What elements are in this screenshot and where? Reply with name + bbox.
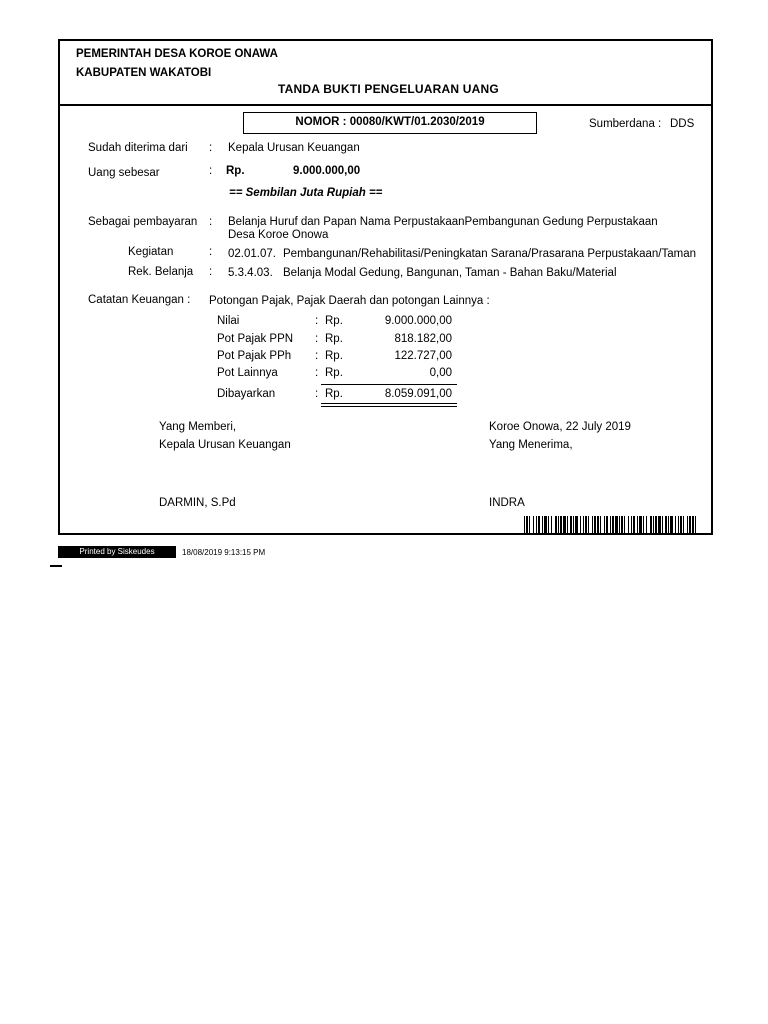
colon: : bbox=[315, 315, 319, 327]
received-from-value: Kepala Urusan Keuangan bbox=[228, 142, 360, 154]
dibayarkan-currency: Rp. bbox=[325, 388, 343, 400]
document-title: TANDA BUKTI PENGELUARAN UANG bbox=[278, 82, 499, 96]
pot-ppn-label: Pot Pajak PPN bbox=[217, 333, 294, 345]
colon: : bbox=[209, 142, 213, 154]
header-separator bbox=[58, 104, 713, 106]
colon: : bbox=[315, 333, 319, 345]
total-rule-2 bbox=[321, 406, 457, 407]
colon: : bbox=[209, 266, 213, 278]
place-date: Koroe Onowa, 22 July 2019 bbox=[489, 421, 631, 433]
regency-name: KABUPATEN WAKATOBI bbox=[76, 67, 212, 79]
government-name: PEMERINTAH DESA KOROE ONAWA bbox=[76, 48, 278, 60]
amount-currency: Rp. bbox=[226, 165, 245, 177]
print-timestamp: 18/08/2019 9:13:15 PM bbox=[182, 548, 266, 557]
pot-lainnya-label: Pot Lainnya bbox=[217, 367, 278, 379]
pot-ppn-currency: Rp. bbox=[325, 333, 343, 345]
pot-ppn-value: 818.182,00 bbox=[394, 333, 452, 345]
dibayarkan-value: 8.059.091,00 bbox=[384, 388, 452, 400]
pot-pph-value: 122.727,00 bbox=[394, 350, 452, 362]
colon: : bbox=[315, 350, 319, 362]
rek-belanja-label: Rek. Belanja bbox=[128, 266, 194, 278]
colon: : bbox=[315, 367, 319, 379]
payment-for-line2: Desa Koroe Onowa bbox=[228, 229, 329, 241]
financial-notes-label: Catatan Keuangan : bbox=[88, 294, 191, 306]
receiver-label: Yang Menerima, bbox=[489, 439, 573, 451]
page-mark bbox=[50, 565, 62, 567]
nilai-currency: Rp. bbox=[325, 315, 343, 327]
amount-in-words: == Sembilan Juta Rupiah == bbox=[229, 187, 383, 199]
nilai-value: 9.000.000,00 bbox=[384, 315, 452, 327]
payment-for-line1: Belanja Huruf dan Papan Nama PerpustakaanPembangunan Gedung Perpustakaan bbox=[228, 216, 658, 228]
pot-lainnya-currency: Rp. bbox=[325, 367, 343, 379]
financial-notes-intro: Potongan Pajak, Pajak Daerah dan potongan Lainnya : bbox=[209, 295, 490, 307]
colon: : bbox=[209, 246, 213, 258]
rek-belanja-code: 5.3.4.03. bbox=[228, 267, 273, 279]
pot-pph-currency: Rp. bbox=[325, 350, 343, 362]
payment-for-label: Sebagai pembayaran bbox=[88, 216, 198, 228]
pot-pph-label: Pot Pajak PPh bbox=[217, 350, 292, 362]
received-from-label: Sudah diterima dari bbox=[88, 142, 188, 154]
sumberdana-label: Sumberdana : bbox=[589, 118, 662, 130]
colon: : bbox=[209, 216, 213, 228]
barcode-icon bbox=[524, 516, 699, 533]
kegiatan-code: 02.01.07. bbox=[228, 248, 276, 260]
amount-value: 9.000.000,00 bbox=[293, 165, 361, 177]
receiver-name: INDRA bbox=[489, 497, 525, 509]
giver-title: Kepala Urusan Keuangan bbox=[159, 439, 291, 451]
rek-belanja-value: Belanja Modal Gedung, Bangunan, Taman - Bahan Baku/Material bbox=[283, 267, 617, 279]
kegiatan-label: Kegiatan bbox=[128, 246, 174, 258]
nilai-label: Nilai bbox=[217, 315, 240, 327]
pot-lainnya-value: 0,00 bbox=[429, 367, 452, 379]
subtotal-rule bbox=[321, 384, 457, 385]
sumberdana-value: DDS bbox=[670, 118, 695, 130]
kegiatan-value: Pembangunan/Rehabilitasi/Peningkatan Sarana/Prasarana Perpustakaan/Taman bbox=[283, 248, 696, 260]
dibayarkan-label: Dibayarkan bbox=[217, 388, 276, 400]
document-number: NOMOR : 00080/KWT/01.2030/2019 bbox=[243, 112, 537, 134]
colon: : bbox=[315, 388, 319, 400]
colon: : bbox=[209, 165, 213, 177]
total-rule-1 bbox=[321, 403, 457, 404]
amount-label: Uang sebesar bbox=[88, 167, 160, 179]
printed-by-label: Printed by Siskeudes bbox=[58, 546, 176, 558]
giver-label: Yang Memberi, bbox=[159, 421, 237, 433]
giver-name: DARMIN, S.Pd bbox=[159, 497, 236, 509]
